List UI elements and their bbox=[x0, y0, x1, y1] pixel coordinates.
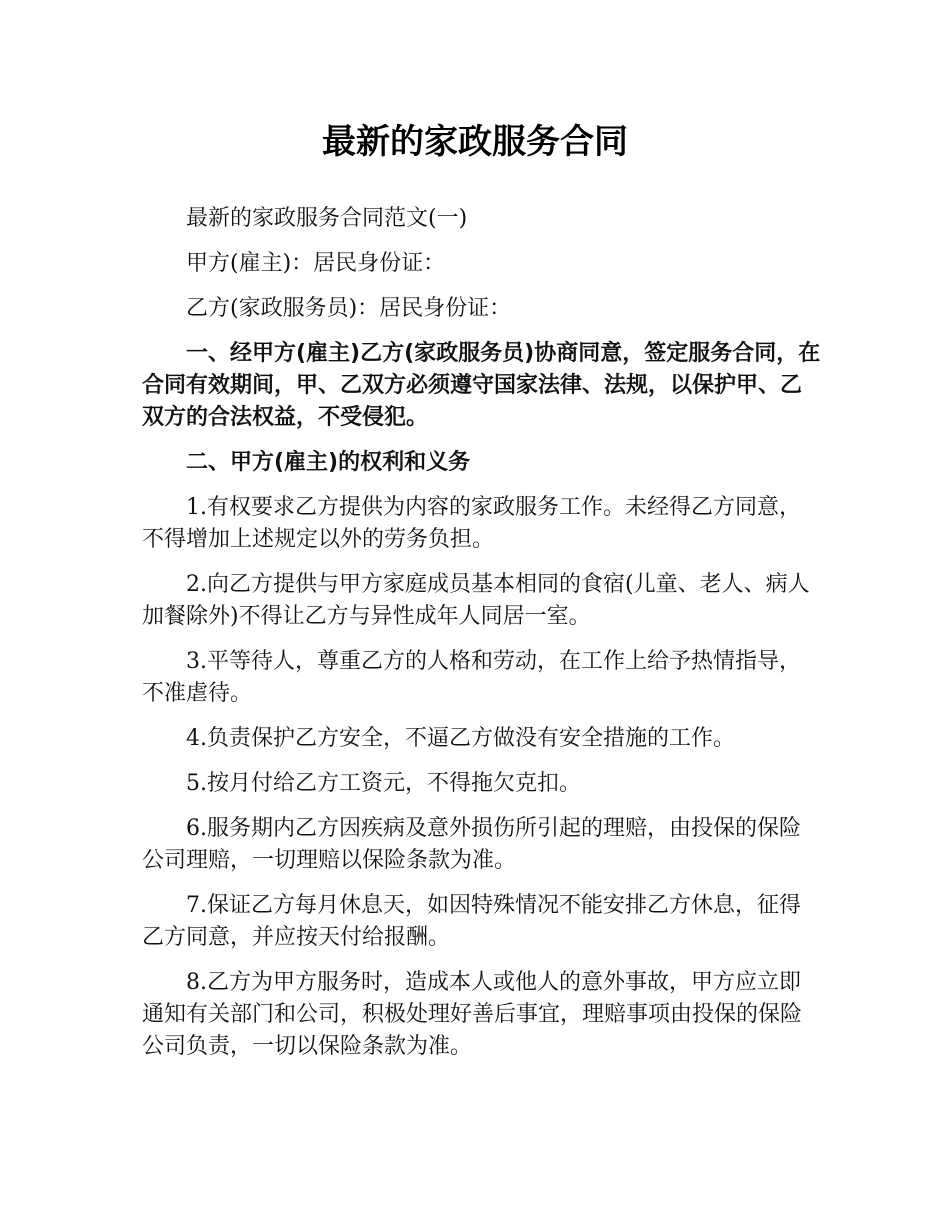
clause-item: 4.负责保护乙方安全，不逼乙方做没有安全措施的工作。 bbox=[186, 726, 735, 751]
document-title: 最新的家政服务合同 bbox=[322, 122, 628, 162]
clause-item: 5.按月付给乙方工资元，不得拖欠克扣。 bbox=[186, 771, 581, 796]
clause-item: 1.有权要求乙方提供为内容的家政服务工作。未经得乙方同意，不得增加上述规定以外的劳务负担。 bbox=[142, 495, 801, 552]
clause-item: 7.保证乙方每月休息天，如因特殊情况不能安排乙方休息，征得乙方同意，并应按天付给报酬。 bbox=[142, 893, 801, 950]
clause-item: 8.乙方为甲方服务时，造成本人或他人的意外事故，甲方应立即通知有关部门和公司，积极处理好善后事宜，理赔事项由投保的保险公司负责，一切以保险条款为准。 bbox=[142, 970, 803, 1059]
clause-item: 3.平等待人，尊重乙方的人格和劳动，在工作上给予热情指导，不准虐待。 bbox=[142, 649, 801, 706]
paragraph-party-b: 乙方(家政服务员)：居民身份证： bbox=[186, 296, 512, 321]
clause-item: 2.向乙方提供与甲方家庭成员基本相同的食宿(儿童、老人、病人加餐除外)不得让乙方与异性成年人同居一室。 bbox=[142, 572, 810, 629]
clause-item: 6.服务期内乙方因疾病及意外损伤所引起的理赔，由投保的保险公司理赔，一切理赔以保险条款为准。 bbox=[142, 816, 801, 873]
section-one-heading: 一、经甲方(雇主)乙方(家政服务员)协商同意，签定服务合同，在合同有效期间，甲、乙双方必须遵守国家法律、法规，以保护甲、乙双方的合法权益，不受侵犯。 bbox=[142, 341, 821, 430]
section-two-heading: 二、甲方(雇主)的权利和义务 bbox=[186, 450, 471, 475]
paragraph-subtitle: 最新的家政服务合同范文(一) bbox=[186, 206, 468, 231]
paragraph-party-a: 甲方(雇主)：居民身份证： bbox=[186, 251, 446, 276]
document-body bbox=[142, 203, 822, 1076]
